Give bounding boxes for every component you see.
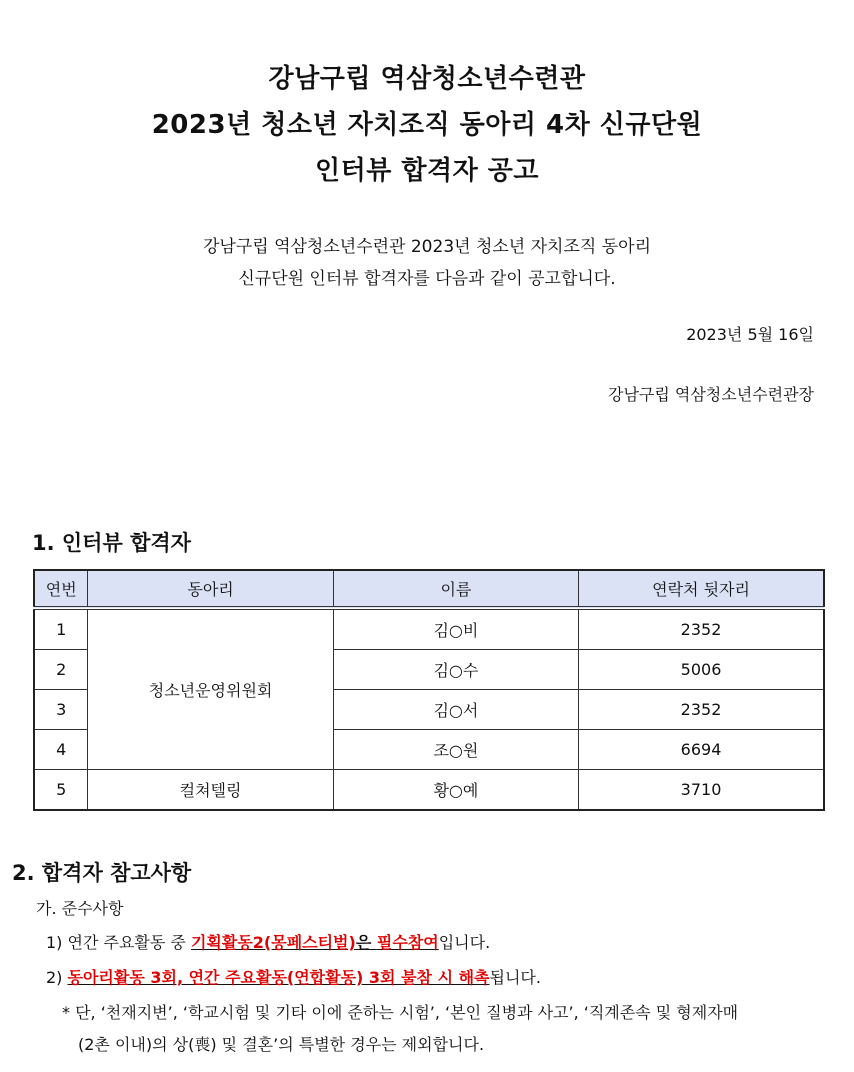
row-name: 김○서 [333, 690, 578, 730]
intro-line-2: 신규단원 인터뷰 합격자를 다음과 같이 공고합니다. [238, 269, 616, 289]
table-row [34, 608, 824, 650]
item1-highlight-1: 기획활동2(몽페스티벌) [190, 933, 356, 952]
title-line-2: 2023년 청소년 자치조직 동아리 4차 신규단원 [151, 110, 703, 140]
row-no: 4 [34, 730, 88, 770]
row-no: 5 [34, 770, 88, 811]
issuer: 강남구립 역삼청소년수련관장 [607, 385, 814, 404]
col-header-club: 동아리 [88, 570, 333, 608]
item1-mid: 은 [355, 933, 377, 952]
section1-heading: 1. 인터뷰 합격자 [32, 531, 191, 555]
row-club: 컬쳐텔링 [88, 770, 333, 811]
row-phone: 6694 [579, 730, 824, 770]
results-table [33, 569, 825, 811]
item1-prefix: 1) 연간 주요활동 중 [46, 933, 191, 952]
row-phone: 5006 [579, 650, 824, 690]
row-phone: 2352 [579, 608, 824, 650]
item2-prefix: 2) [46, 968, 68, 987]
table-header-row [34, 570, 824, 608]
intro-line-1: 강남구립 역삼청소년수련관 2023년 청소년 자치조직 동아리 [203, 237, 651, 257]
compliance-item-1 [46, 930, 490, 953]
compliance-item-2 [46, 965, 541, 988]
row-no: 3 [34, 690, 88, 730]
item2-suffix: 됩니다. [489, 968, 541, 987]
row-name: 황○예 [333, 770, 578, 811]
section2-heading: 2. 합격자 참고사항 [12, 861, 192, 885]
title-line-1: 강남구립 역삼청소년수련관 [268, 64, 586, 94]
table-row [34, 770, 824, 811]
row-phone: 3710 [579, 770, 824, 811]
col-header-no: 연번 [34, 570, 88, 608]
row-club: 청소년운영위원회 [88, 608, 333, 770]
row-name: 김○비 [333, 608, 578, 650]
row-phone: 2352 [579, 690, 824, 730]
row-no: 2 [34, 650, 88, 690]
row-name: 조○원 [333, 730, 578, 770]
footnote-line-2: (2촌 이내)의 상(喪) 및 결혼’의 특별한 경우는 제외합니다. [78, 1035, 485, 1054]
title-line-3: 인터뷰 합격자 공고 [314, 156, 540, 186]
announcement-date: 2023년 5월 16일 [686, 325, 814, 344]
col-header-name: 이름 [333, 570, 578, 608]
col-header-phone: 연락처 뒷자리 [579, 570, 824, 608]
footnote-line-1: * 단, ‘천재지변’, ‘학교시험 및 기타 이에 준하는 시험’, ‘본인 질병과 사고’, ‘직계존속 및 형제자매 [62, 1003, 739, 1022]
item1-highlight-2: 필수참여 [376, 933, 439, 952]
item2-highlight: 동아리활동 3회, 연간 주요활동(연합활동) 3회 불참 시 해촉 [67, 968, 490, 987]
compliance-subheading: 가. 준수사항 [36, 899, 124, 918]
item1-suffix: 입니다. [438, 933, 491, 952]
row-name: 김○수 [333, 650, 578, 690]
row-no: 1 [34, 608, 88, 650]
